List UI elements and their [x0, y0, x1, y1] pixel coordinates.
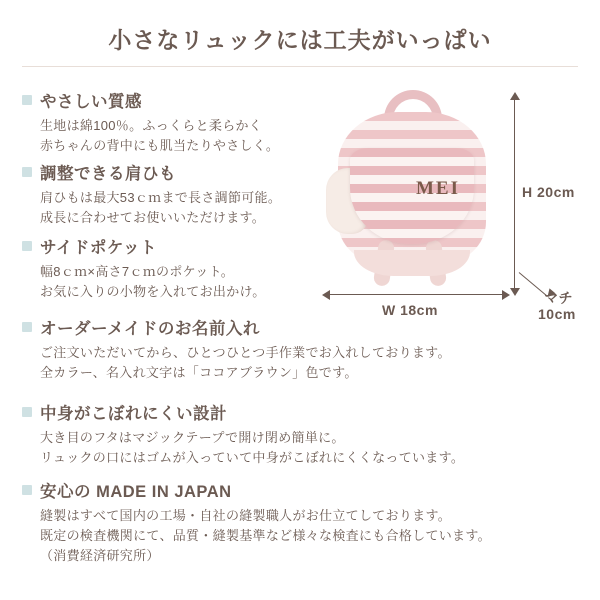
depth-label: マチ: [544, 290, 573, 306]
page-title: 小さなリュックには工夫がいっぱい: [108, 27, 492, 53]
section-spill-proof-design: [22, 400, 578, 468]
height-dimension-line: [514, 96, 515, 288]
section-heading: [22, 400, 578, 424]
backpack-bottom: [354, 250, 470, 276]
section-heading: [22, 478, 578, 502]
section-heading-label: 中身がこぼれにくい設計: [40, 405, 227, 423]
body-line: 生地は綿100％。ふっくらと柔らかく: [40, 118, 263, 133]
section-body: [40, 188, 322, 228]
depth-value: 10cm: [538, 306, 576, 322]
title-divider: [22, 66, 578, 67]
section-heading: [22, 88, 322, 112]
name-embroidery: MEI: [416, 178, 460, 199]
height-arrow-bottom-icon: [510, 288, 520, 296]
section-body: [40, 262, 322, 302]
section-custom-name: [22, 315, 578, 383]
body-line: 全カラー、名入れ文字は「ココアブラウン」色です。: [40, 365, 358, 380]
body-line: ご注文いただいてから、ひとつひとつ手作業でお入れしております。: [40, 345, 451, 360]
backpack-illustration: [320, 90, 504, 290]
width-dimension-line: [328, 294, 504, 295]
section-soft-texture: [22, 88, 322, 156]
section-heading-label: 安心の MADE IN JAPAN: [40, 483, 232, 501]
body-line: （消費経済研究所）: [40, 548, 160, 563]
body-line: 肩ひもは最大53ｃｍまで長さ調節可能。: [40, 190, 282, 205]
square-bullet-icon: [22, 407, 32, 417]
width-label: W 18cm: [382, 302, 438, 318]
square-bullet-icon: [22, 322, 32, 332]
body-line: 縫製はすべて国内の工場・自社の縫製職人がお仕立てしております。: [40, 508, 452, 523]
square-bullet-icon: [22, 95, 32, 105]
section-body: [40, 343, 578, 383]
width-arrow-left-icon: [322, 290, 330, 300]
section-heading-label: やさしい質感: [40, 93, 142, 111]
depth-dimension-line: [519, 272, 547, 296]
section-body: [40, 116, 322, 156]
product-photo: [312, 84, 512, 299]
section-heading-label: サイドポケット: [40, 239, 158, 257]
body-line: 幅8ｃｍ×高さ7ｃｍのポケット。: [40, 264, 235, 279]
body-line: リュックの口にはゴムが入っていて中身がこぼれにくくなっています。: [40, 450, 465, 465]
square-bullet-icon: [22, 241, 32, 251]
square-bullet-icon: [22, 485, 32, 495]
body-line: 既定の検査機関にて、品質・縫製基準など様々な検査にも合格しています。: [40, 528, 491, 543]
body-line: 成長に合わせてお使いいただけます。: [40, 210, 266, 225]
section-heading-label: オーダーメイドのお名前入れ: [40, 320, 260, 338]
section-heading-label: 調整できる肩ひも: [40, 165, 176, 183]
section-heading: [22, 234, 322, 258]
section-body: [40, 428, 578, 468]
width-arrow-right-icon: [502, 290, 510, 300]
body-line: 大き目のフタはマジックテープで開け閉め簡単に。: [40, 430, 345, 445]
height-arrow-top-icon: [510, 92, 520, 100]
body-line: お気に入りの小物を入れてお出かけ。: [40, 284, 266, 299]
section-side-pocket: [22, 234, 322, 302]
section-made-in-japan: [22, 478, 578, 566]
height-label: H 20cm: [522, 184, 575, 200]
section-heading: [22, 160, 322, 184]
body-line: 赤ちゃんの背中にも肌当たりやさしく。: [40, 138, 280, 153]
section-heading: [22, 315, 578, 339]
section-body: [40, 506, 578, 566]
square-bullet-icon: [22, 167, 32, 177]
section-adjustable-straps: [22, 160, 322, 228]
